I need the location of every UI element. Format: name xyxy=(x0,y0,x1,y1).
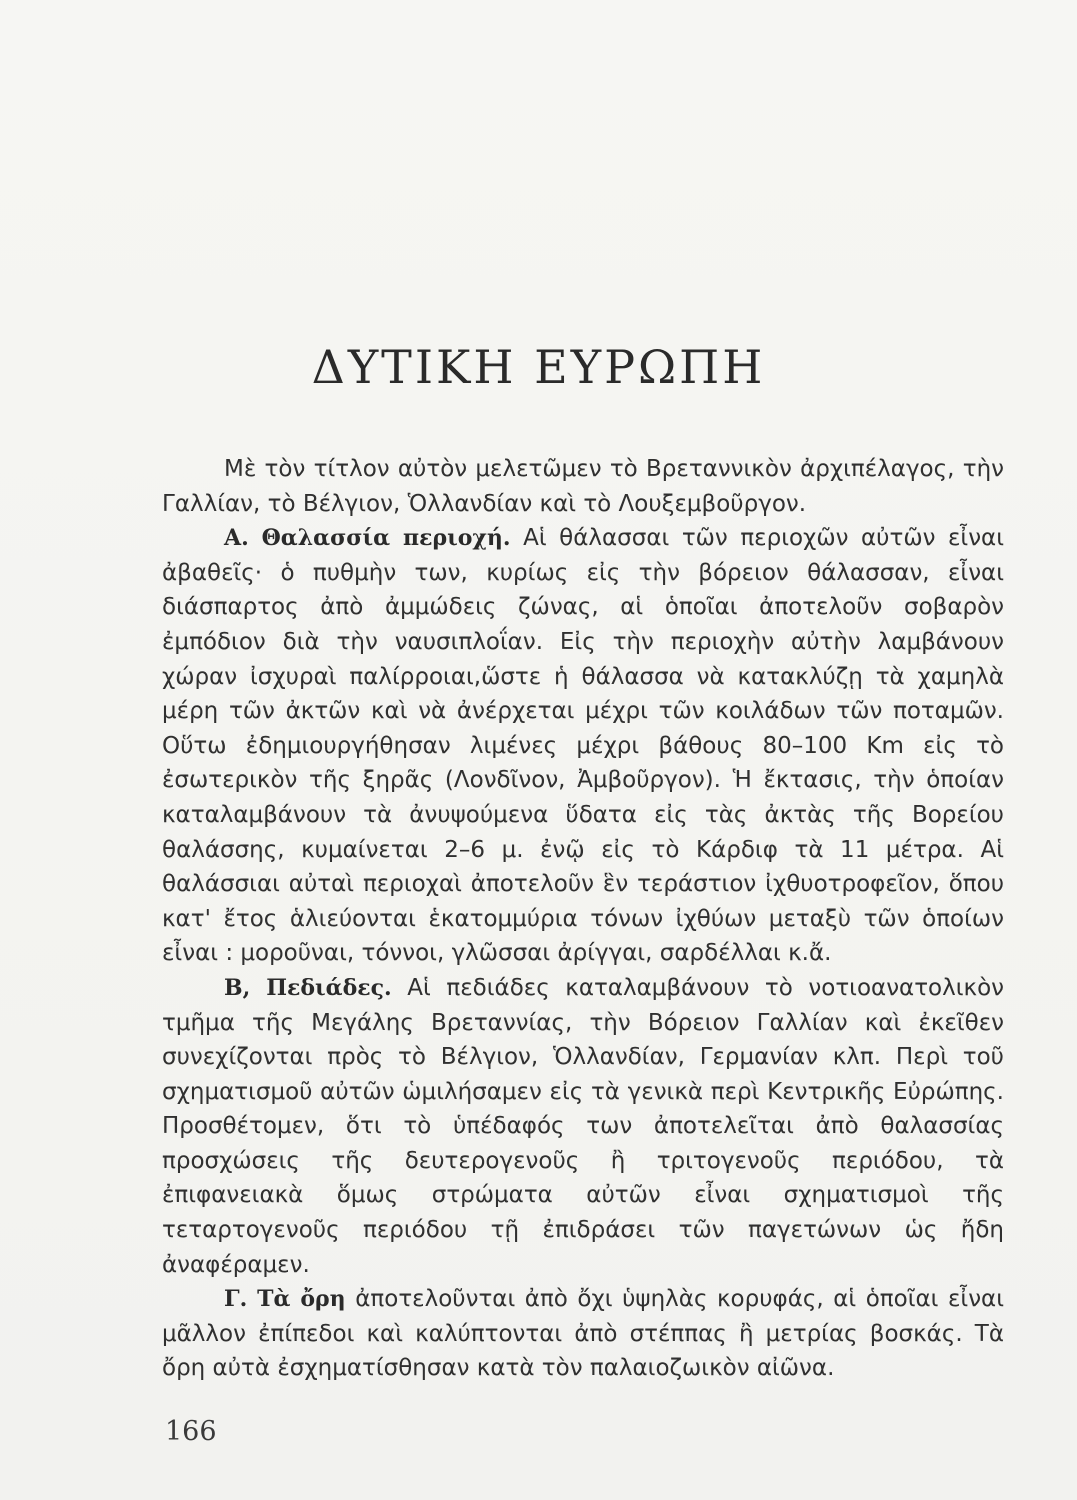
page-number: 166 xyxy=(165,1416,217,1447)
section-text-plains: Αἱ πεδιάδες καταλαμβάνουν τὸ νοτιοανατολικὸν τμῆμα τῆς Μεγάλης Βρεταννίας, τὴν Βόρειον Γαλλίαν καὶ ἐκεῖθεν συνεχίζονται πρὸς τὸ Βέλγιον, Ὁλλανδίαν, Γερμανίαν κλπ. Περὶ τοῦ σχηματισμοῦ αὐτῶν ὡμιλήσαμεν εἰς τὰ γενικὰ περὶ Κεντρικῆς Εὐρώπης. Προσθέτομεν, ὅτι τὸ ὑπέδαφός των ἀποτελεῖται ἀπὸ θαλασσίας προσχώσεις τῆς δευτερογενοῦς ἢ τριτογενοῦς περιόδου, τὰ ἐπιφανειακὰ ὅμως στρώματα αὐτῶν εἶναι σχηματισμοὶ τῆς τεταρτογενοῦς περιόδου τῇ ἐπιδράσει τῶν παγετώνων ὡς ἤδη ἀναφέραμεν. xyxy=(162,974,1004,1278)
section-text-mountains: ἀποτελοῦνται ἀπὸ ὄχι ὑψηλὰς κορυφάς, αἱ ὁποῖαι εἶναι μᾶλλον ἐπίπεδοι καὶ καλύπτονται ἀπὸ στέππας ἢ μετρίας βοσκάς. Τὰ ὄρη αὐτὰ ἐσχηματίσθησαν κατὰ τὸν παλαιοζωικὸν αἰῶνα. xyxy=(162,1286,1004,1382)
section-paragraph-sea xyxy=(162,521,1004,971)
section-paragraph-plains xyxy=(162,971,1004,1282)
body-text xyxy=(162,452,1004,1386)
section-heading-plains: Β, Πεδιάδες. xyxy=(224,974,392,1001)
section-heading-sea: Α. Θαλασσία περιοχή. xyxy=(224,525,511,552)
intro-paragraph: Μὲ τὸν τίτλον αὐτὸν μελετῶμεν τὸ Βρεταννικὸν ἀρχιπέλαγος, τὴν Γαλλίαν, τὸ Βέλγιον, Ὁλλανδίαν καὶ τὸ Λουξεμβοῦργον. xyxy=(162,456,1004,517)
page-title: ΔΥΤΙΚΗ ΕΥΡΩΠΗ xyxy=(311,340,766,394)
section-paragraph-mountains xyxy=(162,1282,1004,1386)
section-text-sea: Αἱ θάλασσαι τῶν περιοχῶν αὐτῶν εἶναι ἀβαθεῖς· ὁ πυθμὴν των, κυρίως εἰς τὴν βόρειον θάλασσαν, εἶναι διάσπαρτος ἀπὸ ἀμμώδεις ζώνας, αἱ ὁποῖαι ἀποτελοῦν σοβαρὸν ἐμπόδιον διὰ τὴν ναυσιπλοΐαν. Εἰς τὴν περιοχὴν αὐτὴν λαμβάνουν χώραν ἰσχυραὶ παλίρροιαι,ὥστε ἡ θάλασσα νὰ κατακλύζῃ τὰ χαμηλὰ μέρη τῶν ἀκτῶν καὶ νὰ ἀνέρχεται μέχρι τῶν κοιλάδων τῶν ποταμῶν. Οὕτω ἐδημιουργήθησαν λιμένες μέχρι βάθους 80–100 Km εἰς τὸ ἐσωτερικὸν τῆς ξηρᾶς (Λονδῖνον, Ἀμβοῦργον). Ἡ ἔκτασις, τὴν ὁποίαν καταλαμβάνουν τὰ ἀνυψούμενα ὕδατα εἰς τὰς ἀκτὰς τῆς Βορείου θαλάσσης, κυμαίνεται 2–6 μ. ἐνῷ εἰς τὸ Κάρδιφ τὰ 11 μέτρα. Αἱ θαλάσσιαι αὐταὶ περιοχαὶ ἀποτελοῦν ἓν τεράστιον ἰχθυοτροφεῖον, ὅπου κατ' ἔτος ἁλιεύονται ἑκατομμύρια τόνων ἰχθύων μεταξὺ τῶν ὁποίων εἶναι : μοροῦναι, τόννοι, γλῶσσαι ἀρίγγαι, σαρδέλλαι κ.ἄ. xyxy=(162,525,1004,967)
section-heading-mountains: Γ. Τὰ ὄρη xyxy=(224,1286,346,1313)
